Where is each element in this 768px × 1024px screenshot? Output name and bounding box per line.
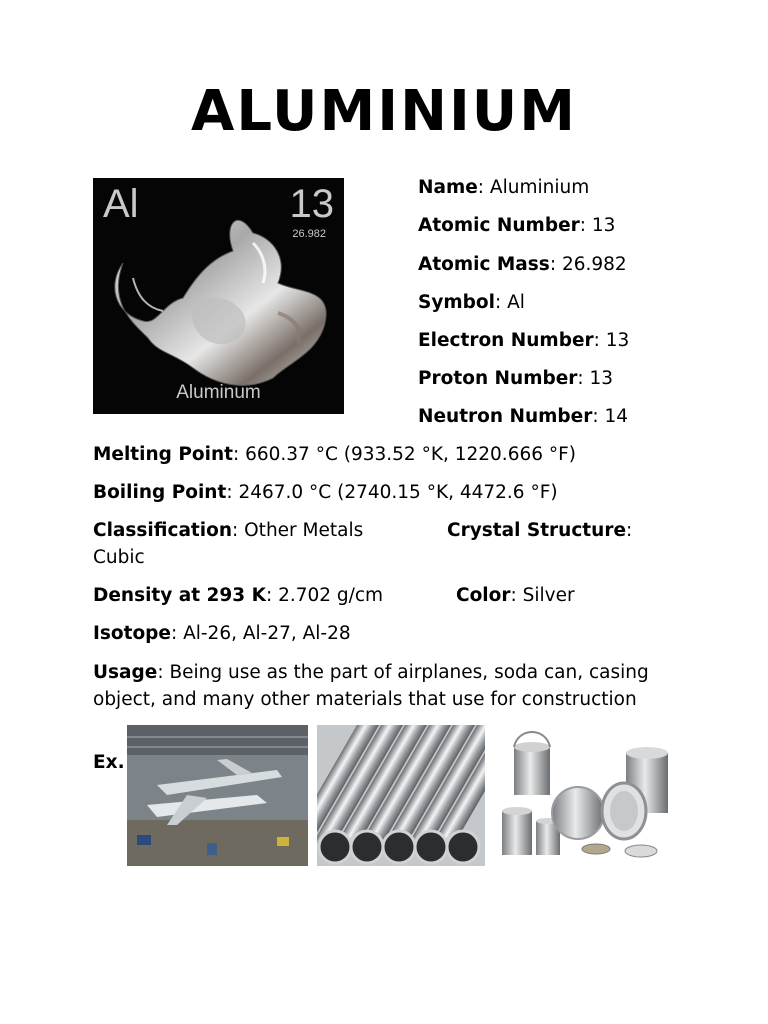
aluminium-pipes-photo (317, 725, 485, 866)
prop-neutron-number (418, 406, 628, 428)
tile-element-name: Aluminum (176, 382, 261, 403)
prop-classification (93, 520, 363, 542)
prop-value: Al-26, Al-27, Al-28 (183, 623, 351, 644)
colon: : (626, 520, 633, 541)
sep: : (579, 215, 592, 236)
prop-label: Isotope (93, 623, 171, 644)
prop-name (418, 177, 589, 199)
sep: : (593, 330, 606, 351)
sep: : (170, 623, 184, 644)
aluminium-cans-image (496, 725, 682, 866)
prop-value: Al (507, 292, 525, 313)
sep: : (549, 254, 562, 275)
prop-value: Silver (522, 585, 575, 606)
prop-label: Symbol (418, 292, 495, 313)
prop-density (93, 585, 383, 607)
prop-example (93, 752, 125, 774)
prop-electron-number (418, 330, 629, 352)
prop-proton-number (418, 368, 613, 390)
sep: : (232, 444, 246, 465)
prop-value: Other Metals (244, 520, 364, 541)
prop-label: Usage (93, 662, 158, 683)
sep: : (477, 177, 490, 198)
prop-label: Classification (93, 520, 232, 541)
prop-value: 14 (604, 406, 629, 427)
prop-value: 13 (591, 215, 616, 236)
tile-symbol: Al (103, 182, 139, 226)
prop-value: 2.702 g/cm (278, 585, 384, 606)
prop-value: 26.982 (561, 254, 627, 275)
sep: : (157, 662, 170, 683)
prop-label: Density at 293 K (93, 585, 266, 606)
prop-label: Ex. (93, 752, 125, 773)
prop-value: Being use as the part of airplanes, soda can, casing object, and many other materials that use for construction (93, 662, 649, 710)
page-title: ALUMINIUM (191, 79, 577, 144)
prop-label: Proton Number (418, 368, 578, 389)
tile-atomic-number: 13 (289, 182, 334, 226)
prop-usage (93, 659, 673, 713)
prop-symbol (418, 292, 525, 314)
prop-color (456, 585, 575, 607)
element-tile-image (93, 178, 344, 414)
airplane-factory-image (127, 725, 308, 866)
prop-label: Melting Point (93, 444, 233, 465)
prop-value: 13 (605, 330, 630, 351)
sep: : (592, 406, 605, 427)
prop-melting-point (93, 444, 576, 466)
prop-label: Atomic Mass (418, 254, 550, 275)
sep: : (232, 520, 245, 541)
prop-value: 660.37 °C (933.52 °K, 1220.666 °F) (245, 444, 576, 465)
prop-boiling-point (93, 482, 558, 504)
airplane-factory-photo (127, 725, 308, 866)
sep: : (494, 292, 508, 313)
sep: : (510, 585, 523, 606)
prop-atomic-number (418, 215, 615, 237)
prop-atomic-mass (418, 254, 627, 276)
prop-label: Name (418, 177, 478, 198)
prop-label: Boiling Point (93, 482, 227, 503)
prop-label: Atomic Number (418, 215, 580, 236)
prop-isotope (93, 623, 351, 645)
sep: : (226, 482, 239, 503)
prop-crystal-structure-value: Cubic (93, 547, 145, 568)
sep: : (577, 368, 590, 389)
aluminium-pipes-image (317, 725, 485, 866)
prop-label: Electron Number (418, 330, 594, 351)
prop-label: Neutron Number (418, 406, 593, 427)
prop-value: 2467.0 °C (2740.15 °K, 4472.6 °F) (238, 482, 558, 503)
tile-atomic-mass: 26.982 (292, 228, 326, 240)
prop-label: Color (456, 585, 511, 606)
prop-label: Crystal Structure (447, 520, 626, 541)
prop-value: 13 (589, 368, 614, 389)
prop-value: Aluminium (489, 177, 590, 198)
sep: : (265, 585, 279, 606)
aluminium-cans-photo (496, 725, 682, 866)
prop-crystal-structure-label (447, 520, 632, 542)
